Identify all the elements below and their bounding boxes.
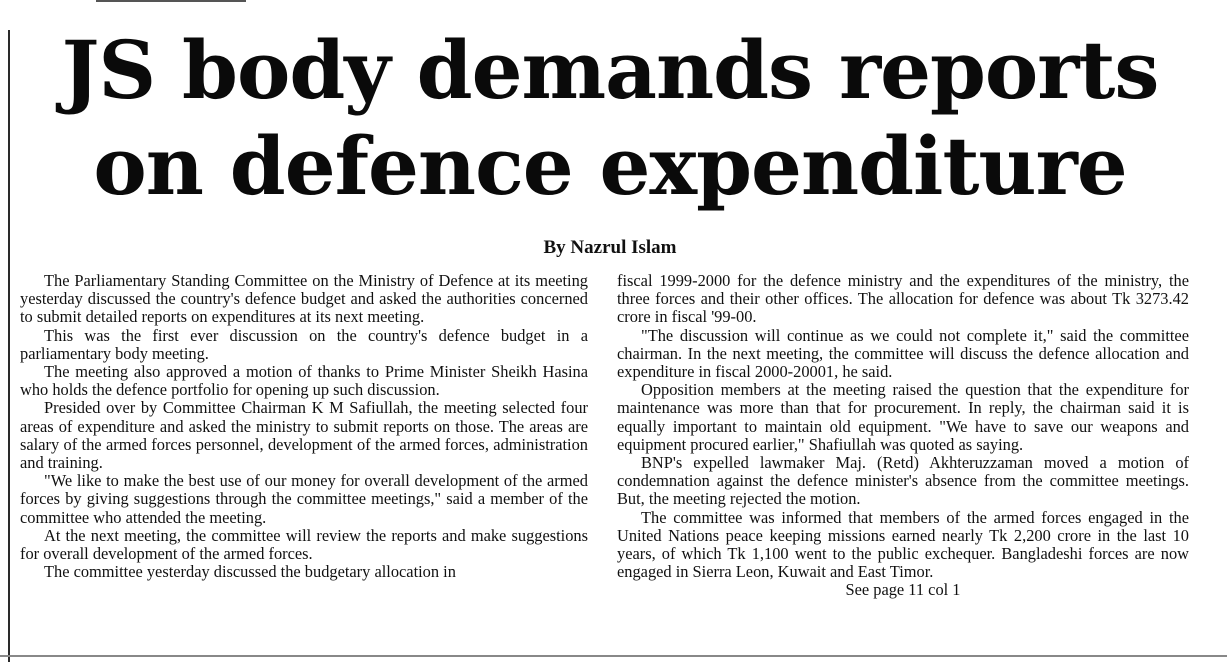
paragraph: fiscal 1999-2000 for the defence ministry and the expenditures of the ministry, the three forces and their other offices. The allocation for defence was about Tk 3273.42 crore in fiscal '99-00.	[617, 271, 1189, 327]
bottom-rule	[0, 655, 1227, 657]
paragraph: At the next meeting, the committee will review the reports and make suggestions for overall development of the armed forces.	[20, 525, 588, 564]
paragraph: The meeting also approved a motion of thanks to Prime Minister Sheikh Hasina who holds the defence portfolio for opening up such discussion.	[20, 362, 588, 400]
paragraph: BNP's expelled lawmaker Maj. (Retd) Akhteruzzaman moved a motion of condemnation against the defence minister's absence from the committee meetings. But, the meeting rejected the motion.	[617, 453, 1189, 509]
paragraph: Opposition members at the meeting raised the question that the expenditure for maintenance was more than that for procurement. In reply, the chairman said it is equally important to maintain old equipment. "We have to save our weapons and equipment procured earlier," Shafiullah was quoted as saying.	[617, 380, 1189, 454]
article-byline: By Nazrul Islam	[543, 237, 677, 258]
paragraph: This was the first ever discussion on the country's defence budget in a parliamentary body meeting.	[20, 325, 588, 363]
article-column-right	[617, 272, 1189, 600]
paragraph: Presided over by Committee Chairman K M Safiullah, the meeting selected four areas of expenditure and asked the ministry to submit reports on those. The areas are salary of the armed forces personnel, development of the armed forces, administration and training.	[20, 398, 588, 473]
paragraph: "The discussion will continue as we could not complete it," said the committee chairman. In the next meeting, the committee will discuss the defence allocation and expenditure in fiscal 2000-20001, he said.	[617, 325, 1189, 382]
paragraph: The Parliamentary Standing Committee on the Ministry of Defence at its meeting yesterday discussed the country's defence budget and asked the authorities concerned to submit detailed reports on expenditures at its next meeting.	[20, 271, 588, 327]
article-column-left	[20, 272, 588, 581]
paragraph: The committee yesterday discussed the budgetary allocation in	[44, 562, 456, 582]
top-rule	[96, 0, 246, 2]
paragraph: The committee was informed that members of the armed forces engaged in the United Nations peace keeping missions earned nearly Tk 2,200 crore in the last 10 years, of which Tk 1,100 went to the public exchequer. Bangladeshi forces are now engaged in Sierra Leon, Kuwait and East Timor.	[617, 507, 1189, 582]
article-headline: JS body demands reports on defence expenditure	[61, 23, 1159, 213]
left-column-rule	[8, 30, 10, 662]
continuation-note[interactable]: See page 11 col 1	[845, 580, 961, 600]
paragraph: "We like to make the best use of our money for overall development of the armed forces by giving suggestions through the committee meetings," said a member of the committee who attended the meeting.	[20, 471, 588, 527]
